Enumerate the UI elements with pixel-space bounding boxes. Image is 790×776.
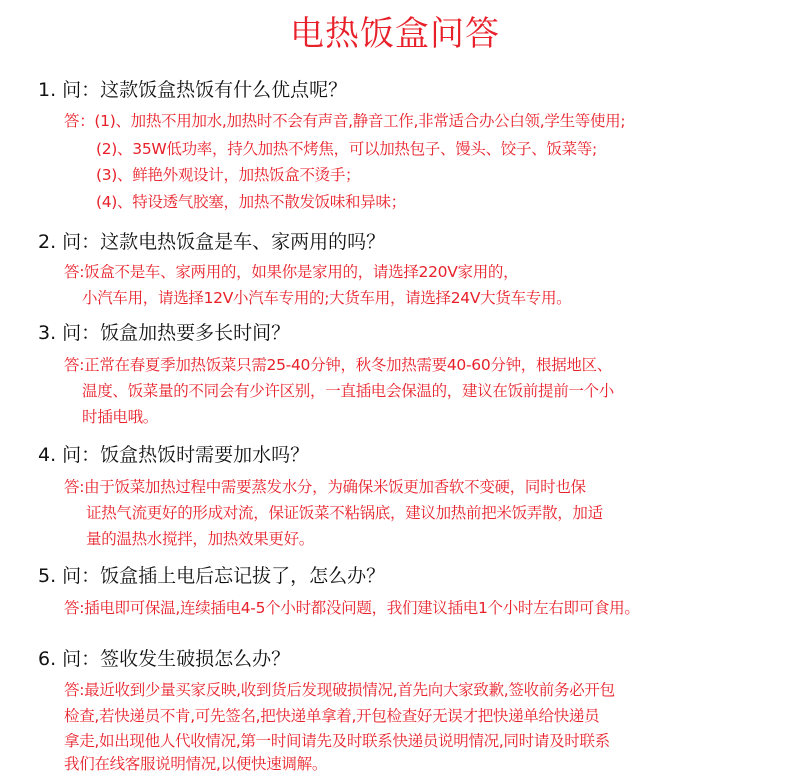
answer-4-line-1: 答:由于饭菜加热过程中需要蒸发水分，为确保米饭更加香软不变硬，同时也保 [64,478,586,496]
answer-3-line-3: 时插电哦。 [82,408,159,426]
answer-1-line-2: (2)、35W低功率，持久加热不烤焦，可以加热包子、馒头、饺子、饭菜等; [96,140,597,158]
answer-1-line-1: 答：(1)、加热不用加水,加热时不会有声音,静音工作,非常适合办公白领,学生等使用; [64,112,626,130]
answer-6-line-2: 检查,若快递员不肯,可先签名,把快递单拿着,开包检查好无误才把快递单给快递员 [64,707,600,725]
answer-5-line-1: 答:插电即可保温,连续插电4-5个小时都没问题，我们建议插电1个小时左右即可食用。 [64,599,640,617]
answer-6-line-4: 我们在线客服说明情况,以便快速调解。 [64,755,328,773]
question-3: 3. 问：饭盒加热要多长时间？ [38,322,291,344]
page-title: 电热饭盒问答 [290,14,500,54]
answer-4-line-2: 证热气流更好的形成对流，保证饭菜不粘锅底，建议加热前把米饭弄散，加适 [86,504,603,522]
question-5: 5. 问：饭盒插上电后忘记拔了，怎么办？ [38,565,386,587]
answer-6-line-3: 拿走,如出现他人代收情况,第一时间请先及时联系快递员说明情况,同时请及时联系 [64,732,610,750]
answer-3-line-1: 答:正常在春夏季加热饭菜只需25-40分钟，秋冬加热需要40-60分钟，根据地区、 [64,356,613,374]
question-2: 2. 问：这款电热饭盒是车、家两用的吗？ [38,231,386,253]
question-4: 4. 问：饭盒热饭时需要加水吗？ [38,444,310,466]
answer-6-line-1: 答:最近收到少量买家反映,收到货后发现破损情况,首先向大家致歉,签收前务必开包 [64,681,615,699]
question-6: 6. 问：签收发生破损怎么办？ [38,648,291,670]
answer-4-line-3: 量的温热水搅拌，加热效果更好。 [86,530,315,548]
answer-3-line-2: 温度、饭菜量的不同会有少许区别，一直插电会保温的，建议在饭前提前一个小 [82,382,615,400]
question-1: 1. 问：这款饭盒热饭有什么优点呢？ [38,79,348,101]
answer-1-line-4: (4)、特设透气胶塞，加热不散发饭味和异味； [96,193,406,211]
answer-1-line-3: (3)、鲜艳外观设计，加热饭盒不烫手； [96,166,361,184]
answer-2-line-2: 小汽车用，请选择12V小汽车专用的;大货车用，请选择24V大货车专用。 [82,289,572,307]
answer-2-line-1: 答:饭盒不是车、家两用的，如果你是家用的，请选择220V家用的， [64,263,519,281]
